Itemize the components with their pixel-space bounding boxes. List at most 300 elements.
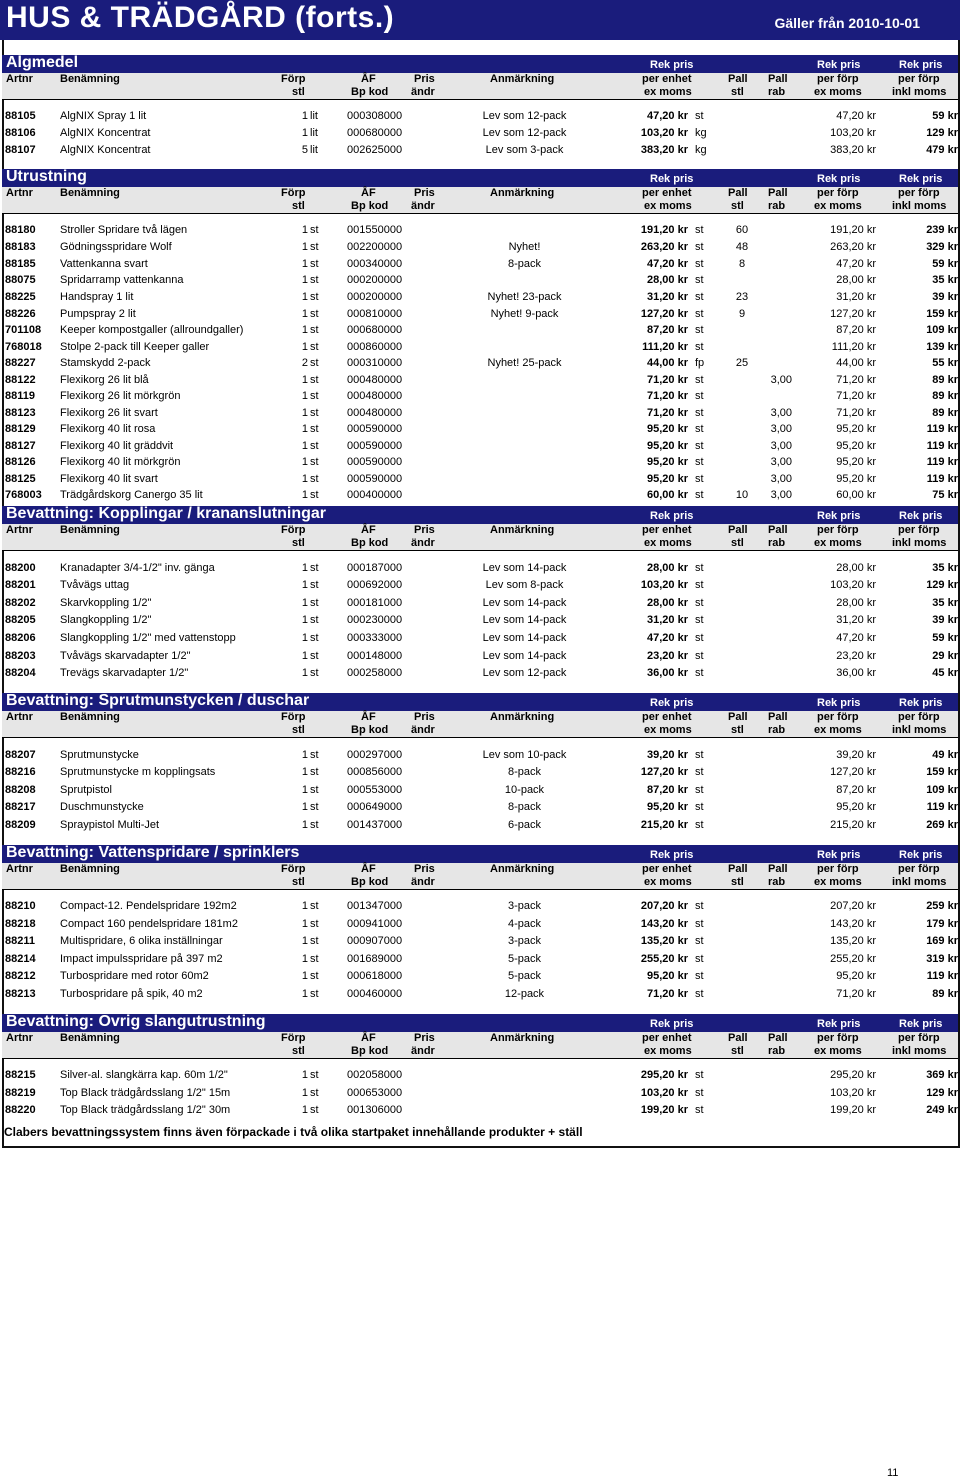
section-title-band <box>2 1014 958 1032</box>
table-row <box>2 782 958 799</box>
product-name-cell: Compact-12. Pendelspridare 192m2 <box>60 900 237 912</box>
af-code-cell: 000590000 <box>347 440 403 452</box>
table-row <box>2 142 958 159</box>
column-header: per enhet <box>642 73 692 85</box>
price-per-unit-cell: 103,20 kr <box>640 579 688 591</box>
price-incl-vat-cell: 89 kr <box>932 390 958 402</box>
price-ex-vat-cell: 47,20 kr <box>836 110 876 122</box>
table-row <box>2 108 958 125</box>
package-unit-cell: lit <box>310 110 318 122</box>
column-header: rab <box>768 1045 786 1057</box>
column-header: ex moms <box>644 537 692 549</box>
af-code-cell: 002058000 <box>347 1069 403 1081</box>
product-name-cell: AlgNIX Spray 1 lit <box>60 110 147 122</box>
price-ex-vat-cell: 135,20 kr <box>830 935 876 947</box>
package-unit-cell: st <box>310 374 319 386</box>
artnr-cell: 88213 <box>5 988 36 1000</box>
price-unit-cell: st <box>695 614 704 626</box>
price-unit-cell: st <box>695 900 704 912</box>
rek-pris-label: Rek pris <box>650 173 694 185</box>
artnr-cell: 88219 <box>5 1087 36 1099</box>
column-header: ex moms <box>814 1045 862 1057</box>
rek-pris-label: Rek pris <box>817 1018 861 1030</box>
price-unit-cell: st <box>695 241 704 253</box>
package-qty-cell: 1 <box>301 341 308 353</box>
package-unit-cell: st <box>310 390 319 402</box>
pallet-discount-cell: 3,00 <box>770 374 792 386</box>
column-header: Benämning <box>60 524 120 536</box>
column-header: per enhet <box>642 1032 692 1044</box>
price-per-unit-cell: 87,20 kr <box>647 784 688 796</box>
package-unit-cell: st <box>310 579 319 591</box>
price-unit-cell: st <box>695 801 704 813</box>
price-ex-vat-cell: 44,00 kr <box>836 357 876 369</box>
product-name-cell: Keeper kompostgaller (allroundgaller) <box>60 324 244 336</box>
section-title: Bevattning: Kopplingar / krananslutningar <box>6 505 327 522</box>
rek-pris-label: Rek pris <box>899 697 943 709</box>
table-row <box>2 306 958 323</box>
price-ex-vat-cell: 87,20 kr <box>836 784 876 796</box>
table-row <box>2 747 958 764</box>
column-header: Bp kod <box>351 724 389 736</box>
column-header: per enhet <box>642 863 692 875</box>
table-row <box>2 968 958 985</box>
price-incl-vat-cell: 159 kr <box>926 308 958 320</box>
price-per-unit-cell: 71,20 kr <box>647 374 688 386</box>
price-unit-cell: st <box>695 324 704 336</box>
af-code-cell: 000200000 <box>347 274 403 286</box>
rek-pris-label: Rek pris <box>899 173 943 185</box>
footnote: Clabers bevattningssystem finns även förpackade i två olika startpaket innehållande produkter + ställ <box>4 1125 583 1139</box>
price-incl-vat-cell: 179 kr <box>926 918 958 930</box>
column-header: ändr <box>411 200 435 212</box>
af-code-cell: 000340000 <box>347 258 403 270</box>
remark-cell: Nyhet! 25-pack <box>487 357 562 369</box>
af-code-cell: 000258000 <box>347 667 403 679</box>
column-header: per förp <box>817 711 859 723</box>
price-incl-vat-cell: 129 kr <box>926 127 958 139</box>
package-qty-cell: 1 <box>301 632 308 644</box>
column-header: rab <box>768 876 786 888</box>
section-block <box>2 844 958 888</box>
table-header <box>2 187 958 214</box>
price-unit-cell: st <box>695 749 704 761</box>
package-unit-cell: st <box>310 667 319 679</box>
column-header: Pall <box>728 711 748 723</box>
table-row <box>2 222 958 239</box>
package-unit-cell: st <box>310 749 319 761</box>
column-header: stl <box>731 724 744 736</box>
price-per-unit-cell: 71,20 kr <box>647 390 688 402</box>
price-unit-cell: st <box>695 390 704 402</box>
price-ex-vat-cell: 103,20 kr <box>830 579 876 591</box>
column-header: ändr <box>411 1045 435 1057</box>
column-header: rab <box>768 86 786 98</box>
package-qty-cell: 1 <box>301 473 308 485</box>
column-header: ex moms <box>644 724 692 736</box>
artnr-cell: 88180 <box>5 224 36 236</box>
package-qty-cell: 1 <box>301 440 308 452</box>
remark-cell: 5-pack <box>507 953 542 965</box>
af-code-cell: 000553000 <box>347 784 403 796</box>
column-header: ändr <box>411 86 435 98</box>
af-code-cell: 000308000 <box>347 110 403 122</box>
column-header: stl <box>292 876 305 888</box>
column-header: per förp <box>817 863 859 875</box>
pallet-discount-cell: 3,00 <box>770 489 792 501</box>
package-qty-cell: 1 <box>301 110 308 122</box>
section-title-band <box>2 169 958 187</box>
price-incl-vat-cell: 89 kr <box>932 407 958 419</box>
package-unit-cell: st <box>310 241 319 253</box>
price-per-unit-cell: 95,20 kr <box>647 456 688 468</box>
price-ex-vat-cell: 36,00 kr <box>836 667 876 679</box>
package-unit-cell: st <box>310 801 319 813</box>
af-code-cell: 000400000 <box>347 489 403 501</box>
price-ex-vat-cell: 28,00 kr <box>836 597 876 609</box>
column-header: per förp <box>898 187 940 199</box>
price-per-unit-cell: 71,20 kr <box>647 988 688 1000</box>
package-unit-cell: st <box>310 632 319 644</box>
package-unit-cell: st <box>310 988 319 1000</box>
column-header: rab <box>768 724 786 736</box>
column-header: ex moms <box>644 876 692 888</box>
package-qty-cell: 1 <box>301 224 308 236</box>
price-incl-vat-cell: 109 kr <box>926 324 958 336</box>
artnr-cell: 88105 <box>5 110 36 122</box>
price-ex-vat-cell: 295,20 kr <box>830 1069 876 1081</box>
table-row <box>2 560 958 577</box>
package-qty-cell: 1 <box>301 918 308 930</box>
table-row <box>2 471 958 488</box>
table-row <box>2 986 958 1003</box>
price-incl-vat-cell: 269 kr <box>926 819 958 831</box>
table-row <box>2 256 958 273</box>
table-header <box>2 73 958 100</box>
product-name-cell: Tvåvägs uttag <box>60 579 130 591</box>
price-per-unit-cell: 207,20 kr <box>640 900 688 912</box>
package-qty-cell: 5 <box>301 144 308 156</box>
price-unit-cell: st <box>695 456 704 468</box>
price-unit-cell: st <box>695 650 704 662</box>
column-header: per enhet <box>642 524 692 536</box>
af-code-cell: 000653000 <box>347 1087 403 1099</box>
section-title-band <box>2 55 958 73</box>
package-qty-cell: 1 <box>301 423 308 435</box>
table-row <box>2 322 958 339</box>
package-unit-cell: st <box>310 423 319 435</box>
price-unit-cell: st <box>695 473 704 485</box>
artnr-cell: 88211 <box>5 935 35 947</box>
remark-cell: 3-pack <box>507 935 542 947</box>
package-unit-cell: st <box>310 291 319 303</box>
column-header: Bp kod <box>351 876 389 888</box>
price-unit-cell: st <box>695 274 704 286</box>
af-code-cell: 000810000 <box>347 308 403 320</box>
artnr-cell: 88201 <box>5 579 36 591</box>
price-per-unit-cell: 215,20 kr <box>640 819 688 831</box>
package-unit-cell: st <box>310 274 319 286</box>
pallet-discount-cell: 3,00 <box>770 456 792 468</box>
package-qty-cell: 1 <box>301 127 308 139</box>
column-header: stl <box>731 200 744 212</box>
section-block <box>2 54 958 98</box>
artnr-cell: 88210 <box>5 900 36 912</box>
price-per-unit-cell: 135,20 kr <box>640 935 688 947</box>
price-ex-vat-cell: 87,20 kr <box>836 324 876 336</box>
remark-cell: Nyhet! <box>508 241 541 253</box>
package-qty-cell: 1 <box>301 667 308 679</box>
column-header: per förp <box>898 73 940 85</box>
column-header: Artnr <box>6 863 33 875</box>
table-row <box>2 595 958 612</box>
price-ex-vat-cell: 103,20 kr <box>830 127 876 139</box>
price-incl-vat-cell: 119 kr <box>926 970 958 982</box>
price-incl-vat-cell: 129 kr <box>926 579 958 591</box>
package-qty-cell: 1 <box>301 784 308 796</box>
column-header: Benämning <box>60 863 120 875</box>
price-ex-vat-cell: 215,20 kr <box>830 819 876 831</box>
artnr-cell: 88075 <box>5 274 36 286</box>
column-header: per förp <box>817 1032 859 1044</box>
af-code-cell: 000860000 <box>347 341 403 353</box>
package-unit-cell: st <box>310 407 319 419</box>
artnr-cell: 88227 <box>5 357 36 369</box>
price-per-unit-cell: 383,20 kr <box>640 144 688 156</box>
column-header: Benämning <box>60 187 120 199</box>
price-per-unit-cell: 95,20 kr <box>647 970 688 982</box>
pallet-qty-cell: 10 <box>735 489 749 501</box>
package-unit-cell: st <box>310 597 319 609</box>
price-per-unit-cell: 95,20 kr <box>647 801 688 813</box>
package-qty-cell: 1 <box>301 308 308 320</box>
price-ex-vat-cell: 383,20 kr <box>830 144 876 156</box>
column-header: ÅF <box>361 863 376 875</box>
valid-from-date: Gäller från 2010-10-01 <box>774 15 920 31</box>
package-unit-cell: st <box>310 324 319 336</box>
column-header: Pris <box>414 863 435 875</box>
column-header: ex moms <box>644 200 692 212</box>
price-ex-vat-cell: 111,20 kr <box>831 341 876 353</box>
product-name-cell: AlgNIX Koncentrat <box>60 127 151 139</box>
column-header: stl <box>292 724 305 736</box>
artnr-cell: 88208 <box>5 784 36 796</box>
price-ex-vat-cell: 28,00 kr <box>836 274 876 286</box>
rek-pris-label: Rek pris <box>650 849 694 861</box>
price-incl-vat-cell: 29 kr <box>932 650 958 662</box>
price-per-unit-cell: 47,20 kr <box>647 632 688 644</box>
package-qty-cell: 1 <box>301 900 308 912</box>
af-code-cell: 000200000 <box>347 291 403 303</box>
package-qty-cell: 1 <box>301 650 308 662</box>
table-row <box>2 933 958 950</box>
column-header: Bp kod <box>351 537 389 549</box>
price-unit-cell: st <box>695 407 704 419</box>
price-ex-vat-cell: 28,00 kr <box>836 562 876 574</box>
column-header: per förp <box>898 1032 940 1044</box>
af-code-cell: 000649000 <box>347 801 403 813</box>
table-row <box>2 764 958 781</box>
artnr-cell: 88127 <box>5 440 36 452</box>
price-incl-vat-cell: 369 kr <box>926 1069 958 1081</box>
package-qty-cell: 1 <box>301 456 308 468</box>
price-unit-cell: st <box>695 423 704 435</box>
section-block <box>2 1013 958 1057</box>
price-incl-vat-cell: 249 kr <box>926 1104 958 1116</box>
price-incl-vat-cell: 59 kr <box>932 258 958 270</box>
product-name-cell: Top Black trädgårdsslang 1/2" 30m <box>60 1104 231 1116</box>
table-row <box>2 289 958 306</box>
price-ex-vat-cell: 143,20 kr <box>830 918 876 930</box>
column-header: stl <box>292 86 305 98</box>
price-unit-cell: st <box>695 291 704 303</box>
price-unit-cell: st <box>695 988 704 1000</box>
column-header: inkl moms <box>892 86 947 98</box>
product-name-cell: Tvåvägs skarvadapter 1/2" <box>60 650 191 662</box>
section-block <box>2 692 958 736</box>
column-header: ex moms <box>814 86 862 98</box>
column-header: ex moms <box>644 1045 692 1057</box>
artnr-cell: 88220 <box>5 1104 36 1116</box>
price-unit-cell: st <box>695 918 704 930</box>
price-per-unit-cell: 199,20 kr <box>640 1104 688 1116</box>
price-ex-vat-cell: 95,20 kr <box>836 440 876 452</box>
price-unit-cell: st <box>695 258 704 270</box>
column-header: ex moms <box>644 86 692 98</box>
af-code-cell: 000310000 <box>347 357 403 369</box>
price-unit-cell: st <box>695 784 704 796</box>
section-title-band <box>2 693 958 711</box>
product-name-cell: Flexikorg 40 lit mörkgrön <box>60 456 181 468</box>
price-incl-vat-cell: 35 kr <box>932 274 958 286</box>
af-code-cell: 000941000 <box>347 918 403 930</box>
price-unit-cell: st <box>695 110 704 122</box>
price-ex-vat-cell: 31,20 kr <box>836 614 876 626</box>
af-code-cell: 000480000 <box>347 390 403 402</box>
column-header: Pall <box>728 1032 748 1044</box>
product-name-cell: Impact impulsspridare på 397 m2 <box>60 953 223 965</box>
package-qty-cell: 1 <box>301 1087 308 1099</box>
column-header: Pall <box>768 863 788 875</box>
price-incl-vat-cell: 35 kr <box>932 562 958 574</box>
product-name-cell: Kranadapter 3/4-1/2" inv. gänga <box>60 562 215 574</box>
page-number: 11 <box>887 1467 899 1479</box>
price-unit-cell: fp <box>695 357 705 369</box>
package-qty-cell: 1 <box>301 274 308 286</box>
price-incl-vat-cell: 45 kr <box>932 667 958 679</box>
rek-pris-label: Rek pris <box>817 849 861 861</box>
package-unit-cell: st <box>310 258 319 270</box>
product-name-cell: Turbospridare på spik, 40 m2 <box>60 988 203 1000</box>
rek-pris-label: Rek pris <box>817 59 861 71</box>
section-block <box>2 505 958 549</box>
column-header: Anmärkning <box>490 73 555 85</box>
table-row <box>2 898 958 915</box>
artnr-cell: 88205 <box>5 614 36 626</box>
column-header: Artnr <box>6 187 33 199</box>
af-code-cell: 001437000 <box>347 819 403 831</box>
af-code-cell: 000460000 <box>347 988 403 1000</box>
remark-cell: Lev som 12-pack <box>482 667 567 679</box>
price-per-unit-cell: 95,20 kr <box>647 440 688 452</box>
section-block <box>2 168 958 212</box>
price-ex-vat-cell: 199,20 kr <box>830 1104 876 1116</box>
price-unit-cell: st <box>695 819 704 831</box>
column-header: Förp <box>281 711 306 723</box>
column-header: ändr <box>411 724 435 736</box>
column-header: Bp kod <box>351 1045 389 1057</box>
pallet-qty-cell: 8 <box>738 258 746 270</box>
artnr-cell: 88215 <box>5 1069 36 1081</box>
price-per-unit-cell: 127,20 kr <box>640 766 688 778</box>
package-qty-cell: 1 <box>301 597 308 609</box>
remark-cell: 6-pack <box>507 819 542 831</box>
price-per-unit-cell: 47,20 kr <box>647 258 688 270</box>
price-per-unit-cell: 28,00 kr <box>647 597 688 609</box>
package-unit-cell: st <box>310 1087 319 1099</box>
column-header: ÅF <box>361 187 376 199</box>
price-unit-cell: st <box>695 1104 704 1116</box>
af-code-cell: 002200000 <box>347 241 403 253</box>
column-header: stl <box>731 876 744 888</box>
column-header: Bp kod <box>351 86 389 98</box>
section-title: Bevattning: Övrig slangutrustning <box>6 1013 266 1030</box>
rek-pris-label: Rek pris <box>817 510 861 522</box>
column-header: Benämning <box>60 711 120 723</box>
column-header: Artnr <box>6 524 33 536</box>
pallet-qty-cell: 23 <box>735 291 749 303</box>
artnr-cell: 88129 <box>5 423 36 435</box>
product-name-cell: Silver-al. slangkärra kap. 60m 1/2" <box>60 1069 228 1081</box>
af-code-cell: 000618000 <box>347 970 403 982</box>
table-row <box>2 339 958 356</box>
package-unit-cell: lit <box>310 127 318 139</box>
column-header: ex moms <box>814 876 862 888</box>
column-header: Förp <box>281 863 306 875</box>
remark-cell: Nyhet! 23-pack <box>487 291 562 303</box>
package-unit-cell: st <box>310 224 319 236</box>
artnr-cell: 88183 <box>5 241 36 253</box>
table-row <box>2 421 958 438</box>
remark-cell: Lev som 14-pack <box>482 614 567 626</box>
price-per-unit-cell: 263,20 kr <box>640 241 688 253</box>
product-name-cell: Top Black trädgårdsslang 1/2" 15m <box>60 1087 231 1099</box>
pallet-discount-cell: 3,00 <box>770 440 792 452</box>
table-row <box>2 577 958 594</box>
page-title: HUS & TRÄDGÅRD (forts.) <box>6 1 395 34</box>
price-unit-cell: st <box>695 562 704 574</box>
column-header: stl <box>731 86 744 98</box>
price-incl-vat-cell: 319 kr <box>926 953 958 965</box>
product-name-cell: Sprutpistol <box>60 784 112 796</box>
column-header: Anmärkning <box>490 187 555 199</box>
package-unit-cell: st <box>310 489 319 501</box>
artnr-cell: 88126 <box>5 456 36 468</box>
product-name-cell: Multispridare, 6 olika inställningar <box>60 935 223 947</box>
price-ex-vat-cell: 95,20 kr <box>836 456 876 468</box>
af-code-cell: 000856000 <box>347 766 403 778</box>
package-qty-cell: 1 <box>301 324 308 336</box>
price-per-unit-cell: 95,20 kr <box>647 473 688 485</box>
column-header: Pall <box>728 863 748 875</box>
price-unit-cell: st <box>695 1069 704 1081</box>
product-name-cell: Flexikorg 40 lit svart <box>60 473 158 485</box>
column-header: Anmärkning <box>490 1032 555 1044</box>
section-title-band <box>2 506 958 524</box>
af-code-cell: 000680000 <box>347 127 403 139</box>
package-qty-cell: 1 <box>301 819 308 831</box>
package-unit-cell: st <box>310 900 319 912</box>
